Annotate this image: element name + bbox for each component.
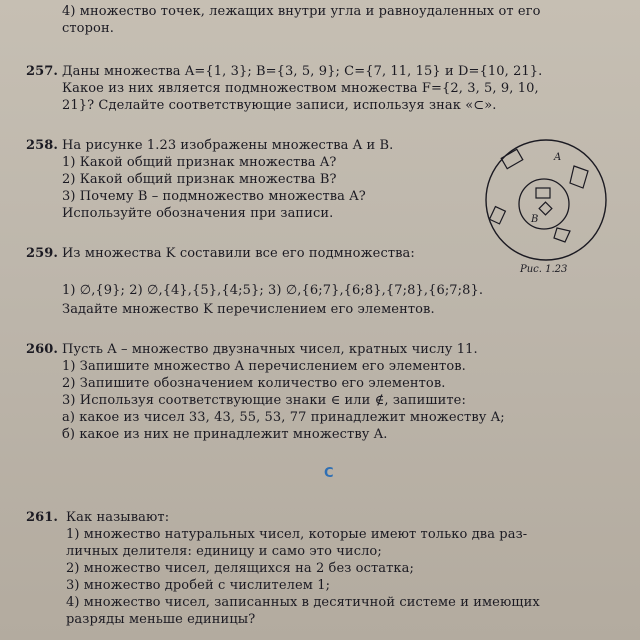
problem-257-line-2: Какое из них является подмножеством множества F={2, 3, 5, 9, 10, (62, 81, 539, 96)
problem-260-line-1: Пусть A – множество двузначных чисел, кратных числу 11. (62, 342, 478, 357)
shape-inner-rectangle (536, 188, 550, 198)
shape-small-rhombus (490, 207, 506, 224)
problem-260-line-6: б) какое из них не принадлежит множеству A. (62, 427, 388, 442)
problem-261-line-2: 1) множество натуральных чисел, которые имеют только два раз- (66, 527, 528, 542)
problem-260-line-4: 3) Используя соответствующие знаки ∈ или ∉, запишите: (62, 393, 466, 408)
problem-258-line-2: 1) Какой общий признак множества A? (62, 155, 337, 170)
problem-259-line-3: Задайте множество K перечислением его элементов. (62, 302, 435, 317)
problem-261-line-6: 4) множество чисел, записанных в десятичной системе и имеющих (66, 595, 540, 610)
top-line-1: 4) множество точек, лежащих внутри угла и равноудаленных от его (62, 4, 541, 19)
set-a-circle (486, 140, 606, 260)
problem-259-number: 259. (26, 246, 59, 261)
problem-260-line-3: 2) Запишите обозначением количество его элементов. (62, 376, 446, 391)
problem-258-line-5: Используйте обозначения при записи. (62, 206, 334, 221)
shape-rectangle (501, 149, 523, 168)
problem-260-line-5: а) какое из чисел 33, 43, 55, 53, 77 принадлежит множеству A; (62, 410, 505, 425)
problem-260-number: 260. (26, 342, 59, 357)
set-a-label: A (554, 152, 562, 163)
problem-261-line-7: разряды меньше единицы? (66, 612, 256, 627)
problem-258-line-4: 3) Почему B – подмножество множества A? (62, 189, 366, 204)
problem-257-line-1: Даны множества A={1, 3}; B={3, 5, 9}; C={7, 11, 15} и D={10, 21}. (62, 64, 543, 79)
problem-258-line-1: На рисунке 1.23 изображены множества A и B. (62, 138, 394, 153)
section-letter-c: C (324, 466, 334, 481)
problem-257-number: 257. (26, 64, 59, 79)
problem-258-line-3: 2) Какой общий признак множества B? (62, 172, 337, 187)
shape-quadrilateral-bottom (554, 228, 570, 242)
problem-261-line-1: Как называют: (66, 510, 170, 525)
problem-260-line-2: 1) Запишите множество A перечислением его элементов. (62, 359, 466, 374)
problem-261-number: 261. (26, 510, 59, 525)
shape-inner-square (539, 202, 552, 215)
problem-258-number: 258. (26, 138, 59, 153)
problem-257-line-3: 21}? Сделайте соответствующие записи, используя знак «⊂». (62, 98, 497, 113)
figure-caption: Рис. 1.23 (520, 264, 568, 275)
set-b-label: B (531, 214, 539, 225)
problem-259-line-2: 1) ∅,{9}; 2) ∅,{4},{5},{4;5}; 3) ∅,{6;7},{6;8},{7;8},{6;7;8}. (62, 283, 484, 298)
problem-261-line-3: личных делителя: единицу и само это число; (66, 544, 382, 559)
problem-261-line-4: 2) множество чисел, делящихся на 2 без остатка; (66, 561, 414, 576)
shape-quadrilateral-right (570, 166, 588, 188)
top-line-2: сторон. (62, 21, 114, 36)
set-diagram-figure (470, 138, 630, 262)
problem-261-line-5: 3) множество дробей с числителем 1; (66, 578, 331, 593)
problem-259-line-1: Из множества K составили все его подмножества: (62, 246, 415, 261)
